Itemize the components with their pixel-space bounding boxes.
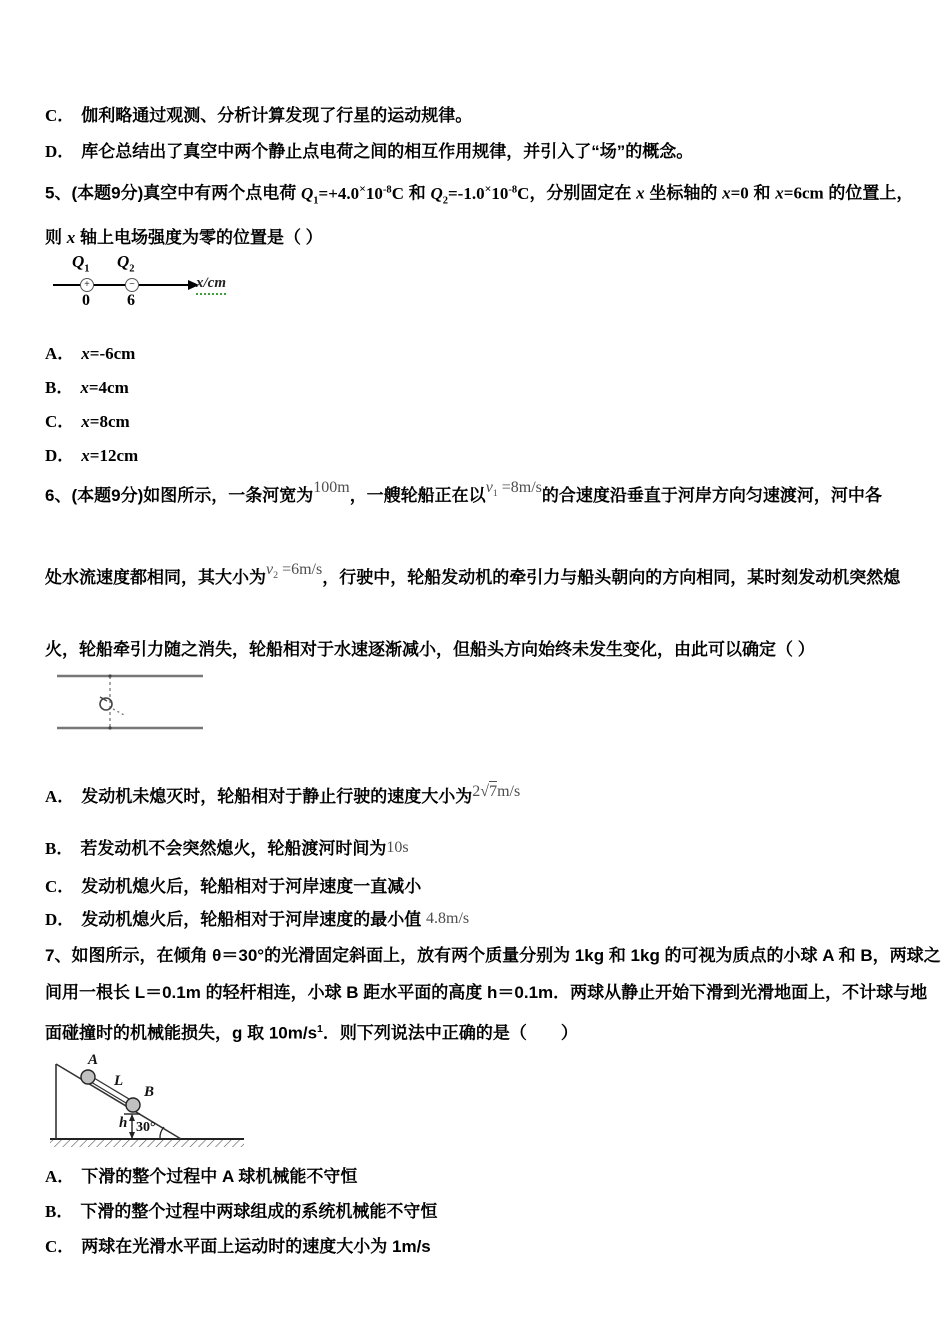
q7-stem-line2	[45, 981, 928, 1004]
option-label: B．	[45, 378, 74, 398]
math-subscript: 2	[129, 263, 135, 275]
ball-a-icon	[81, 1070, 95, 1084]
stem-text: 的合速度沿垂直于河岸方向匀速渡河，河中各	[541, 486, 882, 506]
math-text: 10	[491, 183, 509, 203]
option-text: 两球在光滑水平面上运动时的速度大小为 1m/s	[81, 1237, 431, 1257]
axis-label: x/cm	[196, 275, 226, 295]
math-var: Q	[300, 183, 314, 203]
math-text: =-1.0	[447, 183, 485, 203]
stem-text: 7、如图所示，在倾角 θ＝30°的光滑固定斜面上，放有两个质量分别为 1kg 和 1kg 的可视为质点的小球 A 和 B，两球之	[45, 946, 941, 966]
option-label: D．	[45, 910, 75, 930]
q5-stem-line1	[45, 177, 914, 212]
option-text: 发动机熄火后，轮船相对于河岸速度一直减小	[81, 877, 422, 897]
option-text: 下滑的整个过程中两球组成的系统机械能不守恒	[80, 1202, 438, 1222]
q6-option-a	[45, 785, 908, 809]
math-text: =+4.0	[318, 183, 360, 203]
axis-tick-6: 6	[127, 292, 135, 310]
math-subscript: 1	[492, 488, 498, 500]
angle-label: 30°	[136, 1120, 156, 1136]
math-var: Q	[117, 252, 130, 272]
option-value: =12cm	[89, 446, 139, 466]
x-axis-line	[53, 284, 191, 286]
stem-text: ，分别固定在	[529, 183, 637, 203]
q5-option-b	[45, 376, 908, 399]
stem-text: 5、(本题9分)真空中有两个点电荷	[45, 183, 301, 203]
math-var: x	[775, 183, 784, 203]
stem-text: 的位置上，	[823, 183, 914, 203]
q5-option-c	[45, 410, 908, 433]
times-sign: ×	[359, 181, 366, 195]
stem-text: 处水流速度都相同，其大小为	[45, 568, 266, 588]
q5-option-a	[45, 342, 908, 365]
math-unit: C	[391, 183, 404, 203]
math-var: v	[266, 561, 274, 579]
math-var: x	[81, 412, 90, 432]
q6-stem-line2	[45, 561, 908, 596]
stem-text: 6、(本题9分)如图所示，一条河宽为	[45, 486, 314, 506]
q7-option-a	[45, 1165, 908, 1188]
ground-hatching	[50, 1139, 244, 1147]
stem-text: 面碰撞时的机械能损失，g 取 10m/s	[45, 1024, 318, 1044]
math-unit: C	[517, 183, 530, 203]
exponent: 1	[317, 1023, 323, 1036]
math-var: v	[485, 479, 493, 497]
q7-stem-line1	[45, 944, 941, 967]
option-value: =-6cm	[89, 344, 136, 364]
axis-tick-0: 0	[82, 292, 90, 310]
option-text: 下滑的整个过程中 A 球机械能不守恒	[81, 1167, 358, 1187]
min-speed-formula: 4.8m/s	[426, 910, 470, 928]
math-subscript: 2	[442, 195, 448, 207]
math-text: =8m/s	[497, 479, 542, 497]
option-value: =4cm	[88, 378, 129, 398]
q7-option-c	[45, 1235, 908, 1258]
stem-text: ，行驶中，轮船发动机的牵引力与船头朝向的方向相同，某时刻发动机突然熄	[322, 568, 901, 588]
option-label: A．	[45, 787, 75, 807]
math-var: x	[81, 446, 90, 466]
option-label: A．	[45, 1167, 75, 1187]
math-text: =6m/s	[278, 561, 323, 579]
stem-text: 火，轮船牵引力随之消失，轮船相对于水速逐渐减小，但船头方向始终未发生变化，由此可以确定（ ）	[45, 640, 815, 660]
minus-sign: −	[129, 279, 135, 291]
option-label: A．	[45, 344, 75, 364]
path-end-dot	[108, 727, 111, 730]
q6-option-c	[45, 875, 908, 898]
coefficient: 2	[472, 783, 481, 801]
height-arrowhead-down	[129, 1132, 135, 1139]
height-label: h	[119, 1115, 128, 1132]
math-var: x	[80, 378, 89, 398]
q4-option-d	[45, 140, 908, 163]
stem-text: ，一艘轮船正在以	[349, 486, 486, 506]
speed-formula	[472, 783, 520, 800]
math-var: Q	[430, 183, 443, 203]
math-subscript: 2	[273, 570, 279, 582]
option-label: B．	[45, 839, 74, 859]
river-width-formula: 100m	[313, 479, 350, 497]
times-sign: ×	[484, 181, 492, 195]
charge2-label	[117, 252, 135, 274]
drift-dotted-line	[113, 709, 126, 716]
math-subscript: 1	[84, 263, 90, 275]
option-text: 若发动机不会突然熄火，轮船渡河时间为	[80, 839, 387, 859]
math-exponent: -8	[508, 184, 518, 195]
stem-text: 坐标轴的	[644, 183, 723, 203]
option-label: C．	[45, 106, 75, 125]
stem-text: 则	[45, 228, 67, 248]
option-label: B．	[45, 1202, 74, 1222]
math-subscript: 1	[313, 195, 319, 207]
path-start-dot	[108, 675, 111, 678]
math-exponent: -8	[382, 184, 392, 195]
math-text: =0	[730, 183, 749, 203]
ball-a-label: A	[88, 1052, 99, 1069]
math-text: 10	[365, 183, 383, 203]
river-diagram-svg	[57, 673, 217, 731]
option-label: C．	[45, 877, 75, 897]
q6-stem-line1	[45, 479, 908, 514]
stem-text: 间用一根长 L＝0.1m 的轻杆相连，小球 B 距水平面的高度 h＝0.1m．两球从静止开始下滑到光滑地面上，不计球与地	[45, 983, 928, 1003]
option-label: C．	[45, 412, 75, 432]
v1-formula	[485, 479, 542, 500]
q6-stem-line3	[45, 638, 908, 661]
sqrt-sign: √	[480, 783, 490, 801]
math-var: x	[81, 344, 90, 364]
math-text: =6cm	[783, 183, 824, 203]
q6-option-b	[45, 837, 908, 861]
q6-option-d	[45, 908, 908, 932]
q5-option-d	[45, 444, 908, 467]
math-var: x	[66, 228, 76, 248]
unit: m/s	[497, 783, 521, 801]
radicand: 7	[489, 783, 498, 801]
q7-stem-line3	[45, 1018, 908, 1045]
height-arrowhead-up	[129, 1114, 135, 1121]
option-label: D．	[45, 446, 75, 466]
negative-charge-icon	[125, 278, 139, 292]
math-var: x	[636, 183, 645, 203]
time-formula: 10s	[386, 839, 409, 857]
v2-formula	[266, 561, 323, 582]
stem-text: 轴上电场强度为零的位置是（ ）	[75, 228, 323, 248]
option-label: C．	[45, 1237, 75, 1257]
positive-charge-icon	[80, 278, 94, 292]
option-text: 库仑总结出了真空中两个静止点电荷之间的相互作用规律，并引入了“场”的概念。	[81, 142, 694, 161]
charge2-formula	[430, 181, 530, 207]
stem-text: ．则下列说法中正确的是（ ）	[322, 1024, 578, 1044]
q7-option-b	[45, 1200, 908, 1223]
rod-line-1	[94, 1078, 129, 1099]
rod-length-label: L	[114, 1073, 124, 1090]
q5-charge-axis-diagram	[53, 252, 303, 319]
ball-b-icon	[126, 1098, 140, 1112]
incline-diagram-svg	[48, 1051, 288, 1148]
option-text: 伽利略通过观测、分析计算发现了行星的运动规律。	[81, 106, 473, 125]
ball-b-label: B	[144, 1084, 155, 1101]
option-text: 发动机熄火后，轮船相对于河岸速度的最小值	[81, 910, 427, 930]
q7-incline-diagram	[48, 1051, 288, 1148]
stem-text: 和	[748, 183, 776, 203]
charge1-label	[72, 252, 90, 274]
plus-sign: +	[84, 279, 90, 291]
q6-river-diagram	[57, 673, 217, 731]
stem-text: 和	[403, 183, 431, 203]
math-var: Q	[72, 252, 85, 272]
charge1-formula	[300, 181, 404, 207]
option-label: D．	[45, 142, 75, 161]
q4-option-c	[45, 104, 908, 127]
math-var: x	[722, 183, 731, 203]
option-text: 发动机未熄灭时，轮船相对于静止行驶的速度大小为	[81, 787, 473, 807]
q5-stem-line2	[45, 226, 908, 249]
option-value: =8cm	[89, 412, 130, 432]
